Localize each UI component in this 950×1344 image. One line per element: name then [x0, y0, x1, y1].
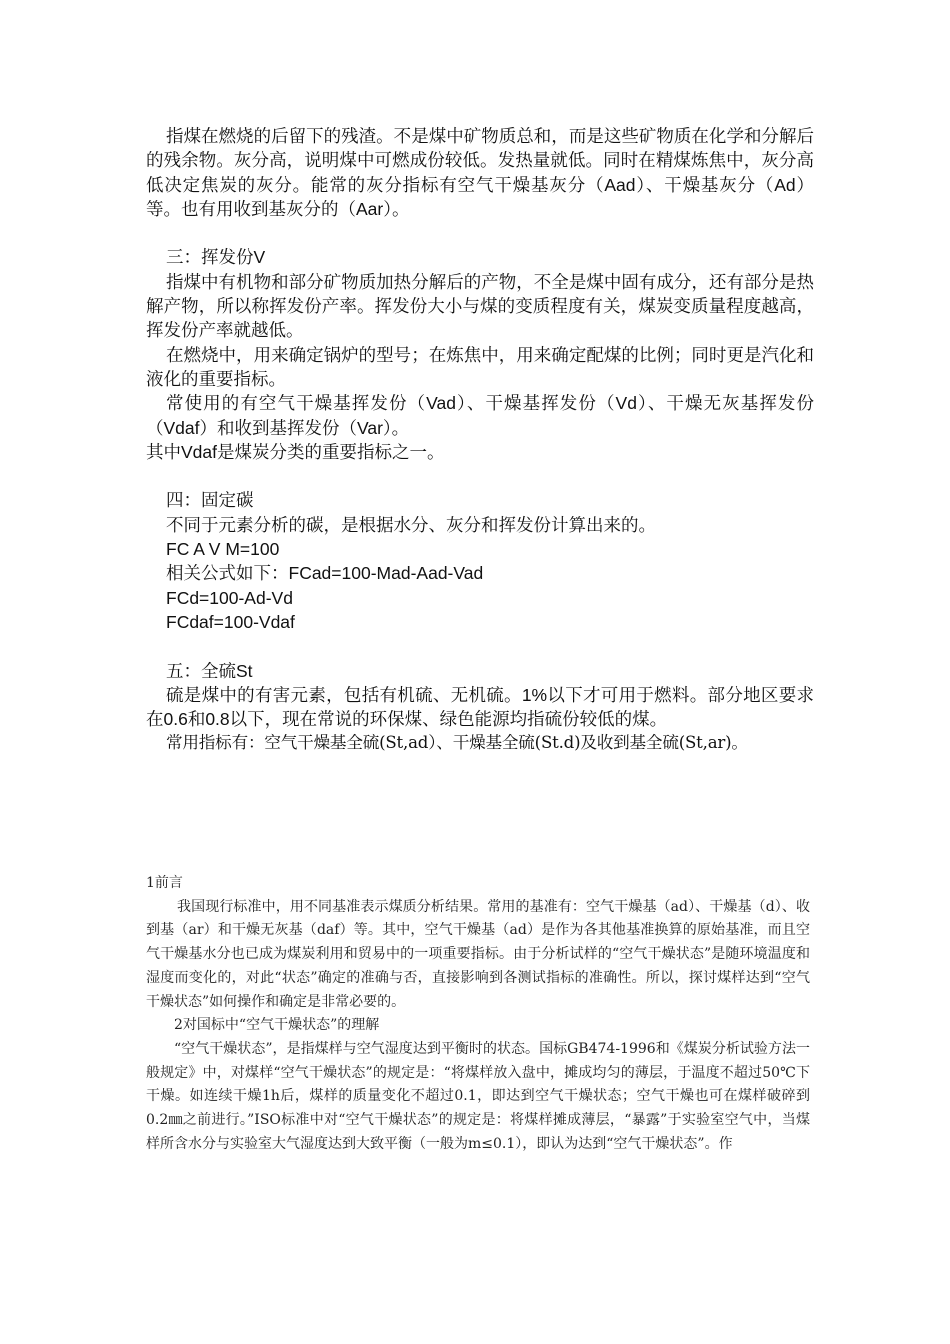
- paragraph: 不同于元素分析的碳，是根据水分、灰分和挥发份计算出来的。: [166, 514, 656, 535]
- air-dry-state-section: [146, 872, 810, 1156]
- paragraph: 五：全硫St: [166, 660, 253, 681]
- paragraph: 我国现行标准中，用不同基准表示煤质分析结果。常用的基准有：空气干燥基（ad）、干燥基（d）、收到基（ar）和干燥无灰基（daf）等。其中，空气干燥基（ad）是作为各其他基准换算的原始基准，而且空气干燥基水分也已成为煤炭利用和贸易中的一项重要指标。由于分析试样的“空气干燥状态”是随环境温度和湿度而变化的，对此“状态”确定的准确与否，直接影响到各测试指标的准确性。所以，探讨煤样达到“空气干燥状态”如何操作和确定是非常必要的。: [146, 898, 810, 1010]
- paragraph: 指煤在燃烧的后留下的残渣。不是煤中矿物质总和，而是这些矿物质在化学和分解后的残余物。灰分高，说明煤中可燃成份较低。发热量就低。同时在精煤炼焦中，灰分高低决定焦炭的灰分。能常的灰分指标有空气干燥基灰分（Aad）、干燥基灰分（Ad）等。也有用收到基灰分的（Aar）。: [146, 126, 814, 219]
- paragraph: FCd=100-Ad-Vd: [166, 587, 293, 608]
- paragraph: [146, 464, 814, 488]
- paragraph: 四：固定碳: [166, 490, 254, 511]
- paragraph: [146, 221, 814, 245]
- paragraph: 常用指标有：空气干燥基全硫(St,ad）、干燥基全硫(St.d)及收到基全硫(St,ar)。: [166, 733, 748, 753]
- paragraph: FCdaf=100-Vdaf: [166, 611, 295, 632]
- paragraph: 2对国标中“空气干燥状态”的理解: [174, 1017, 380, 1034]
- coal-indicators-section: [146, 124, 814, 756]
- paragraph: [146, 634, 814, 658]
- paragraph: “空气干燥状态”，是指煤样与空气湿度达到平衡时的状态。国标GB474-1996和《煤炭分析试验方法一般规定》中，对煤样“空气干燥状态”的规定是：“将煤样放入盘中，摊成均匀的薄层，于温度不超过50℃下干燥。如连续干燥1h后，煤样的质量变化不超过0.1，即达到空气干燥状态；空气干燥也可在煤样破碎到0.2㎜之前进行。”ISO标准中对“空气干燥状态”的规定是：将煤样摊成薄层，“暴露”于实验室空气中，当煤样所含水分与实验室大气湿度达到大致平衡（一般为m≤0.1），即认为达到“空气干燥状态”。作: [146, 1040, 810, 1152]
- paragraph: 硫是煤中的有害元素，包括有机硫、无机硫。1%以下才可用于燃料。部分地区要求在0.6和0.8以下，现在常说的环保煤、绿色能源均指硫份较低的煤。: [146, 684, 814, 730]
- paragraph: 指煤中有机物和部分矿物质加热分解后的产物，不全是煤中固有成分，还有部分是热解产物，所以称挥发份产率。挥发份大小与煤的变质程度有关，煤炭变质量程度越高，挥发份产率就越低。: [146, 271, 814, 341]
- paragraph: 相关公式如下：FCad=100-Mad-Aad-Vad: [166, 563, 484, 584]
- paragraph: 在燃烧中，用来确定锅炉的型号；在炼焦中，用来确定配煤的比例；同时更是汽化和液化的重要指标。: [146, 344, 814, 389]
- paragraph: 1前言: [146, 875, 183, 891]
- paragraph: FC A V M=100: [166, 539, 280, 560]
- paragraph: 常使用的有空气干燥基挥发份（Vad）、干燥基挥发份（Vd）、干燥无灰基挥发份（Vdaf）和收到基挥发份（Var）。: [146, 393, 814, 438]
- paragraph: 三：挥发份V: [166, 247, 266, 268]
- paragraph: 其中Vdaf是煤炭分类的重要指标之一。: [146, 441, 445, 462]
